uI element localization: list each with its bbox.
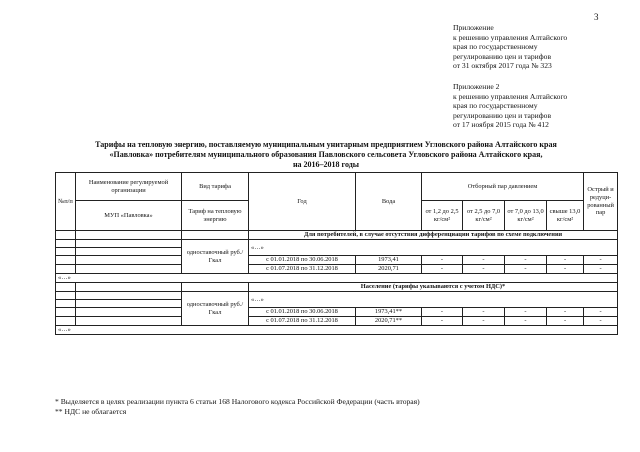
steam-value: - [547, 308, 584, 317]
row1-tariff-type: Тариф на тепловую энергию [182, 201, 249, 231]
footnotes [55, 397, 420, 417]
table-row [56, 240, 618, 248]
table-row [56, 265, 618, 274]
header-sharp-steam: Острый и редуци-рованный пар [584, 173, 618, 231]
section-2-trailing-ellipsis: «…» [56, 326, 618, 335]
period-cell: с 01.01.2018 по 30.06.2018 [249, 308, 356, 317]
steam-value: - [547, 265, 584, 274]
sharp-steam-value: - [584, 256, 618, 265]
table-row [56, 308, 618, 317]
section-2-ellipsis: «…» [249, 292, 618, 308]
section-1-ellipsis: «…» [249, 240, 618, 256]
period-cell: с 01.01.2018 по 30.06.2018 [249, 256, 356, 265]
steam-value: - [422, 256, 463, 265]
steam-value: - [422, 265, 463, 274]
appendix-line: регулированию цен и тарифов [453, 110, 552, 120]
section-2-rate-label: одноставочный руб./Гкал [182, 292, 249, 326]
appendix-line: к решению управления Алтайского [453, 91, 568, 101]
steam-value: - [505, 308, 547, 317]
steam-value: - [463, 308, 505, 317]
title-line: Тарифы на тепловую энергию, поставляемую муниципальным унитарным предприятием Угловского района Алтайского края [95, 140, 557, 149]
table-row [56, 274, 618, 283]
steam-value: - [422, 317, 463, 326]
footnote-no-vat: ** НДС не облагается [55, 407, 127, 416]
steam-value: - [505, 317, 547, 326]
appendix-line: от 17 ноября 2015 года № 412 [453, 120, 549, 130]
header-tariff-type: Вид тарифа [182, 173, 249, 201]
section-1-rate-label: одноставочный руб./Гкал [182, 240, 249, 274]
water-value: 2020,71** [356, 317, 422, 326]
steam-value: - [547, 256, 584, 265]
appendix-line: Приложение [453, 23, 494, 32]
document-title [40, 140, 612, 170]
title-line: «Павловка» потребителям муниципального образования Павловского сельсовета Угловского района Алтайского края, [109, 150, 543, 159]
appendix-line: регулированию цен и тарифов [453, 51, 552, 61]
steam-value: - [463, 256, 505, 265]
table-row [56, 326, 618, 335]
appendix-line: к решению управления Алтайского [453, 32, 568, 42]
period-cell: с 01.07.2018 по 31.12.2018 [249, 265, 356, 274]
section-1-title: Для потребителей, в случае отсутствия дифференциации тарифов по схеме подключения [249, 231, 618, 240]
water-value: 1973,41 [356, 256, 422, 265]
water-value: 1973,41** [356, 308, 422, 317]
water-value: 2020,71 [356, 265, 422, 274]
table-row [56, 283, 618, 292]
appendix-line: Приложение 2 [453, 82, 500, 91]
page-number: 3 [594, 12, 599, 22]
tariffs-table [55, 172, 618, 335]
sharp-steam-value: - [584, 317, 618, 326]
header-pressure-1: от 1,2 до 2,5 кг/см² [422, 201, 463, 231]
header-year: Год [249, 173, 356, 231]
appendix-line: от 31 октября 2017 года № 323 [453, 61, 552, 71]
appendix-line: края по государственному [453, 101, 538, 111]
appendix-1-header [453, 23, 567, 71]
header-pressure-2: от 2,5 до 7,0 кг/см² [463, 201, 505, 231]
table-row [56, 231, 618, 240]
title-line: на 2016–2018 годы [292, 160, 360, 169]
header-water: Вода [356, 173, 422, 231]
period-cell: с 01.07.2018 по 31.12.2018 [249, 317, 356, 326]
footnote-vat: * Выделяется в целях реализации пункта 6 статьи 168 Налогового кодекса Российской Федерации (часть вторая) [55, 397, 420, 406]
row1-org: МУП «Павловка» [76, 201, 182, 231]
section-1-trailing-ellipsis: «…» [56, 274, 618, 283]
header-pressure-3: от 7,0 до 13,0 кг/см² [505, 201, 547, 231]
header-pressure-4: свыше 13,0 кг/см² [547, 201, 584, 231]
appendix-line: края по государственному [453, 42, 538, 52]
table-row [56, 256, 618, 265]
steam-value: - [463, 265, 505, 274]
table-row [56, 317, 618, 326]
header-steam: Отборный пар давлением [422, 173, 584, 201]
steam-value: - [505, 256, 547, 265]
header-num: №п/п [56, 173, 76, 231]
steam-value: - [505, 265, 547, 274]
steam-value: - [547, 317, 584, 326]
steam-value: - [463, 317, 505, 326]
sharp-steam-value: - [584, 265, 618, 274]
table-row [56, 292, 618, 300]
header-org: Наименование регулируемой организации [76, 173, 182, 201]
appendix-2-header [453, 82, 567, 130]
section-2-title: Население (тарифы указываются с учетом НДС)* [249, 283, 618, 292]
steam-value: - [422, 308, 463, 317]
sharp-steam-value: - [584, 308, 618, 317]
